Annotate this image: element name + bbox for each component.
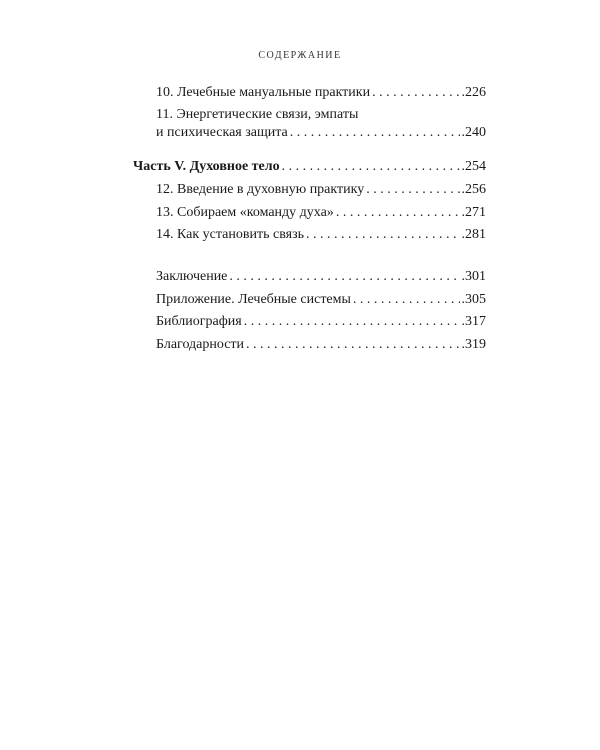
toc-entry-title: Благодарности [156, 337, 245, 352]
dot-leader [244, 313, 460, 331]
toc-entry-page: .256 [461, 182, 486, 197]
toc-entry-conclusion[interactable] [156, 268, 486, 286]
toc-entry-title: Заключение [156, 269, 228, 284]
toc-entry-appendix[interactable] [156, 291, 486, 309]
toc-entry-title: 10. Лечебные мануальные практики [156, 85, 371, 100]
toc-entry-page: .240 [461, 125, 486, 140]
toc-entry-chapter-12[interactable] [156, 181, 486, 199]
toc-entry-title: 14. Как установить связь [156, 227, 304, 242]
toc-entry-chapter-13[interactable] [156, 204, 486, 222]
toc-entry-chapter-11[interactable] [156, 124, 486, 142]
toc-entry-page: .305 [461, 292, 486, 307]
toc-entry-acknowledgements[interactable] [156, 336, 486, 354]
toc-entry-title: 13. Собираем «команду духа» [156, 205, 334, 220]
dot-leader [306, 226, 460, 244]
dot-leader [282, 158, 460, 176]
toc-entry-bibliography[interactable] [156, 313, 486, 331]
dot-leader [353, 291, 460, 309]
dot-leader [336, 204, 460, 222]
toc-entry-title-line1: 11. Энергетические связи, эмпаты [156, 107, 359, 122]
toc-entry-title: Библиография [156, 314, 242, 329]
toc-entry-page: .301 [461, 269, 486, 284]
toc-entry-page: .226 [461, 85, 486, 100]
toc-entry-page: .281 [461, 227, 486, 242]
toc-entry-page: .317 [461, 314, 486, 329]
dot-leader [229, 268, 459, 286]
toc-entry-page: .271 [461, 205, 486, 220]
dot-leader [372, 84, 459, 102]
dot-leader [246, 336, 459, 354]
toc-entry-title: и психическая защита [156, 125, 288, 140]
dot-leader [290, 124, 460, 142]
toc-entry-part-5[interactable] [133, 158, 486, 176]
toc-entry-page: .254 [461, 159, 486, 174]
running-header: СОДЕРЖАНИЕ [258, 50, 342, 61]
toc-entry-title: Часть V. Духовное тело [133, 159, 280, 174]
toc-entry-chapter-10[interactable] [156, 84, 486, 102]
dot-leader [366, 181, 459, 199]
toc-entry-chapter-14[interactable] [156, 226, 486, 244]
toc-entry-title: 12. Введение в духовную практику [156, 182, 365, 197]
toc-entry-title: Приложение. Лечебные системы [156, 292, 351, 307]
toc-entry-page: .319 [461, 337, 486, 352]
